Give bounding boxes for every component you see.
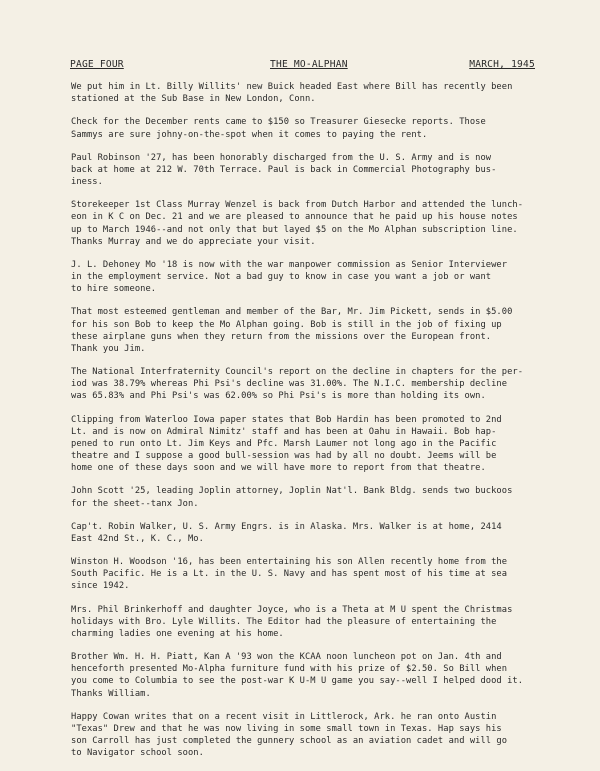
newsletter-title: THE MO-ALPHAN (270, 59, 348, 70)
text-line: Paul Robinson '27, has been honorably discharged from the U. S. Army and is now (71, 152, 492, 163)
text-line: home one of these days soon and we will have more to report from that theatre. (71, 463, 486, 474)
news-paragraph (71, 414, 541, 475)
text-line: That most esteemed gentleman and member of the Bar, Mr. Jim Pickett, sends in $5.00 (71, 307, 513, 318)
text-line: "Texas" Drew and that he was now living in some small town in Texas. Hap says his (71, 723, 502, 734)
text-line: Lt. and is now on Admiral Nimitz' staff and has been at Oahu in Hawaii. Bob hap- (71, 426, 497, 437)
text-line: East 42nd St., K. C., Mo. (71, 533, 204, 544)
text-line: was 65.83% and Phi Psi's was 62.00% so Phi Psi's is more than holding its own. (71, 391, 486, 402)
text-line: eon in K C on Dec. 21 and we are pleased to announce that he paid up his house notes (71, 212, 518, 223)
text-line: charming ladies one evening at his home. (71, 628, 284, 639)
news-paragraph (71, 81, 541, 105)
text-line: to hire someone. (71, 284, 157, 295)
text-line: Thanks Murray and we do appreciate your visit. (71, 236, 316, 247)
news-paragraph (71, 651, 541, 700)
news-paragraph (71, 521, 541, 545)
text-line: henceforth presented Mo-Alpha furniture fund with his prize of $2.50. So Bill when (71, 664, 508, 675)
news-paragraph (71, 199, 541, 248)
text-line: South Pacific. He is a Lt. in the U. S. Navy and has spent most of his time at sea (71, 569, 508, 580)
text-line: in the employment service. Not a bad guy to know in case you want a job or want (71, 272, 492, 282)
text-line: Check for the December rents came to $150 so Treasurer Giesecke reports. Those (71, 117, 486, 128)
issue-date: MARCH, 1945 (469, 59, 535, 70)
text-line: iod was 38.79% whereas Phi Psi's decline was 31.00%. The N.I.C. membership decline (71, 379, 508, 390)
text-line: theatre and I suppose a good bull-session was had by all no doubt. Jeems will be (71, 451, 497, 462)
text-line: up to March 1946--and not only that but layed $5 on the Mo Alphan subscription line. (71, 224, 518, 235)
text-line: Winston H. Woodson '16, has been entertaining his son Allen recently home from the (71, 557, 508, 567)
text-line: back at home at 212 W. 70th Terrace. Paul is back in Commercial Photography bus- (71, 164, 497, 175)
news-paragraph (71, 152, 541, 189)
text-line: iness. (71, 177, 103, 187)
text-line: holidays with Bro. Lyle Willits. The Editor had the pleasure of entertaining the (71, 616, 497, 627)
text-line: you come to Columbia to see the post-war K U-M U game you say--well I helped dood it. (71, 676, 524, 687)
news-paragraph (71, 116, 541, 140)
news-paragraph (71, 556, 541, 593)
text-line: Thank you Jim. (71, 343, 146, 354)
news-paragraph (71, 366, 541, 403)
text-line: Brother Wm. H. H. Piatt, Kan A '93 won the KCAA noon luncheon pot on Jan. 4th and (71, 652, 502, 662)
text-line: for the sheet--tanx Jon. (71, 498, 199, 509)
news-paragraph (71, 604, 541, 641)
news-paragraph (71, 306, 541, 355)
text-line: Thanks William. (71, 688, 151, 699)
text-line: since 1942. (71, 581, 130, 592)
news-paragraph (71, 711, 541, 760)
text-line: pened to run onto Lt. Jim Keys and Pfc. Marsh Laumer not long ago in the Pacific (71, 438, 497, 449)
text-line: The National Interfraternity Council's report on the decline in chapters for the per- (71, 367, 524, 377)
text-line: to Navigator school soon. (71, 748, 204, 759)
text-line: Happy Cowan writes that on a recent visit in Littlerock, Ark. he ran onto Austin (71, 711, 497, 722)
text-line: We put him in Lt. Billy Willits' new Buick headed East where Bill has recently been (71, 82, 513, 92)
news-paragraph (71, 485, 541, 509)
text-line: Clipping from Waterloo Iowa paper states that Bob Hardin has been promoted to 2nd (71, 414, 502, 425)
text-line: John Scott '25, leading Joplin attorney, Joplin Nat'l. Bank Bldg. sends two buckoos (71, 486, 513, 497)
text-line: Storekeeper 1st Class Murray Wenzel is back from Dutch Harbor and attended the lunch- (71, 200, 524, 211)
text-line: Mrs. Phil Brinkerhoff and daughter Joyce, who is a Theta at M U spent the Christmas (71, 604, 513, 615)
news-paragraph (71, 259, 541, 296)
text-line: Cap't. Robin Walker, U. S. Army Engrs. is in Alaska. Mrs. Walker is at home, 2414 (71, 521, 502, 532)
page-number: PAGE FOUR (70, 59, 124, 70)
text-line: Sammys are sure johny-on-the-spot when it comes to paying the rent. (71, 129, 428, 140)
text-line: for his son Bob to keep the Mo Alphan going. Bob is still in the job of fixing up (71, 319, 502, 330)
article-body (71, 81, 541, 770)
text-line: these airplane guns when they return from the missions over the European front. (71, 331, 492, 342)
text-line: J. L. Dehoney Mo '18 is now with the war manpower commission as Senior Interviewer (71, 259, 508, 270)
text-line: son Carroll has just completed the gunnery school as an aviation cadet and will go (71, 736, 508, 747)
text-line: stationed at the Sub Base in New London, Conn. (71, 94, 316, 105)
